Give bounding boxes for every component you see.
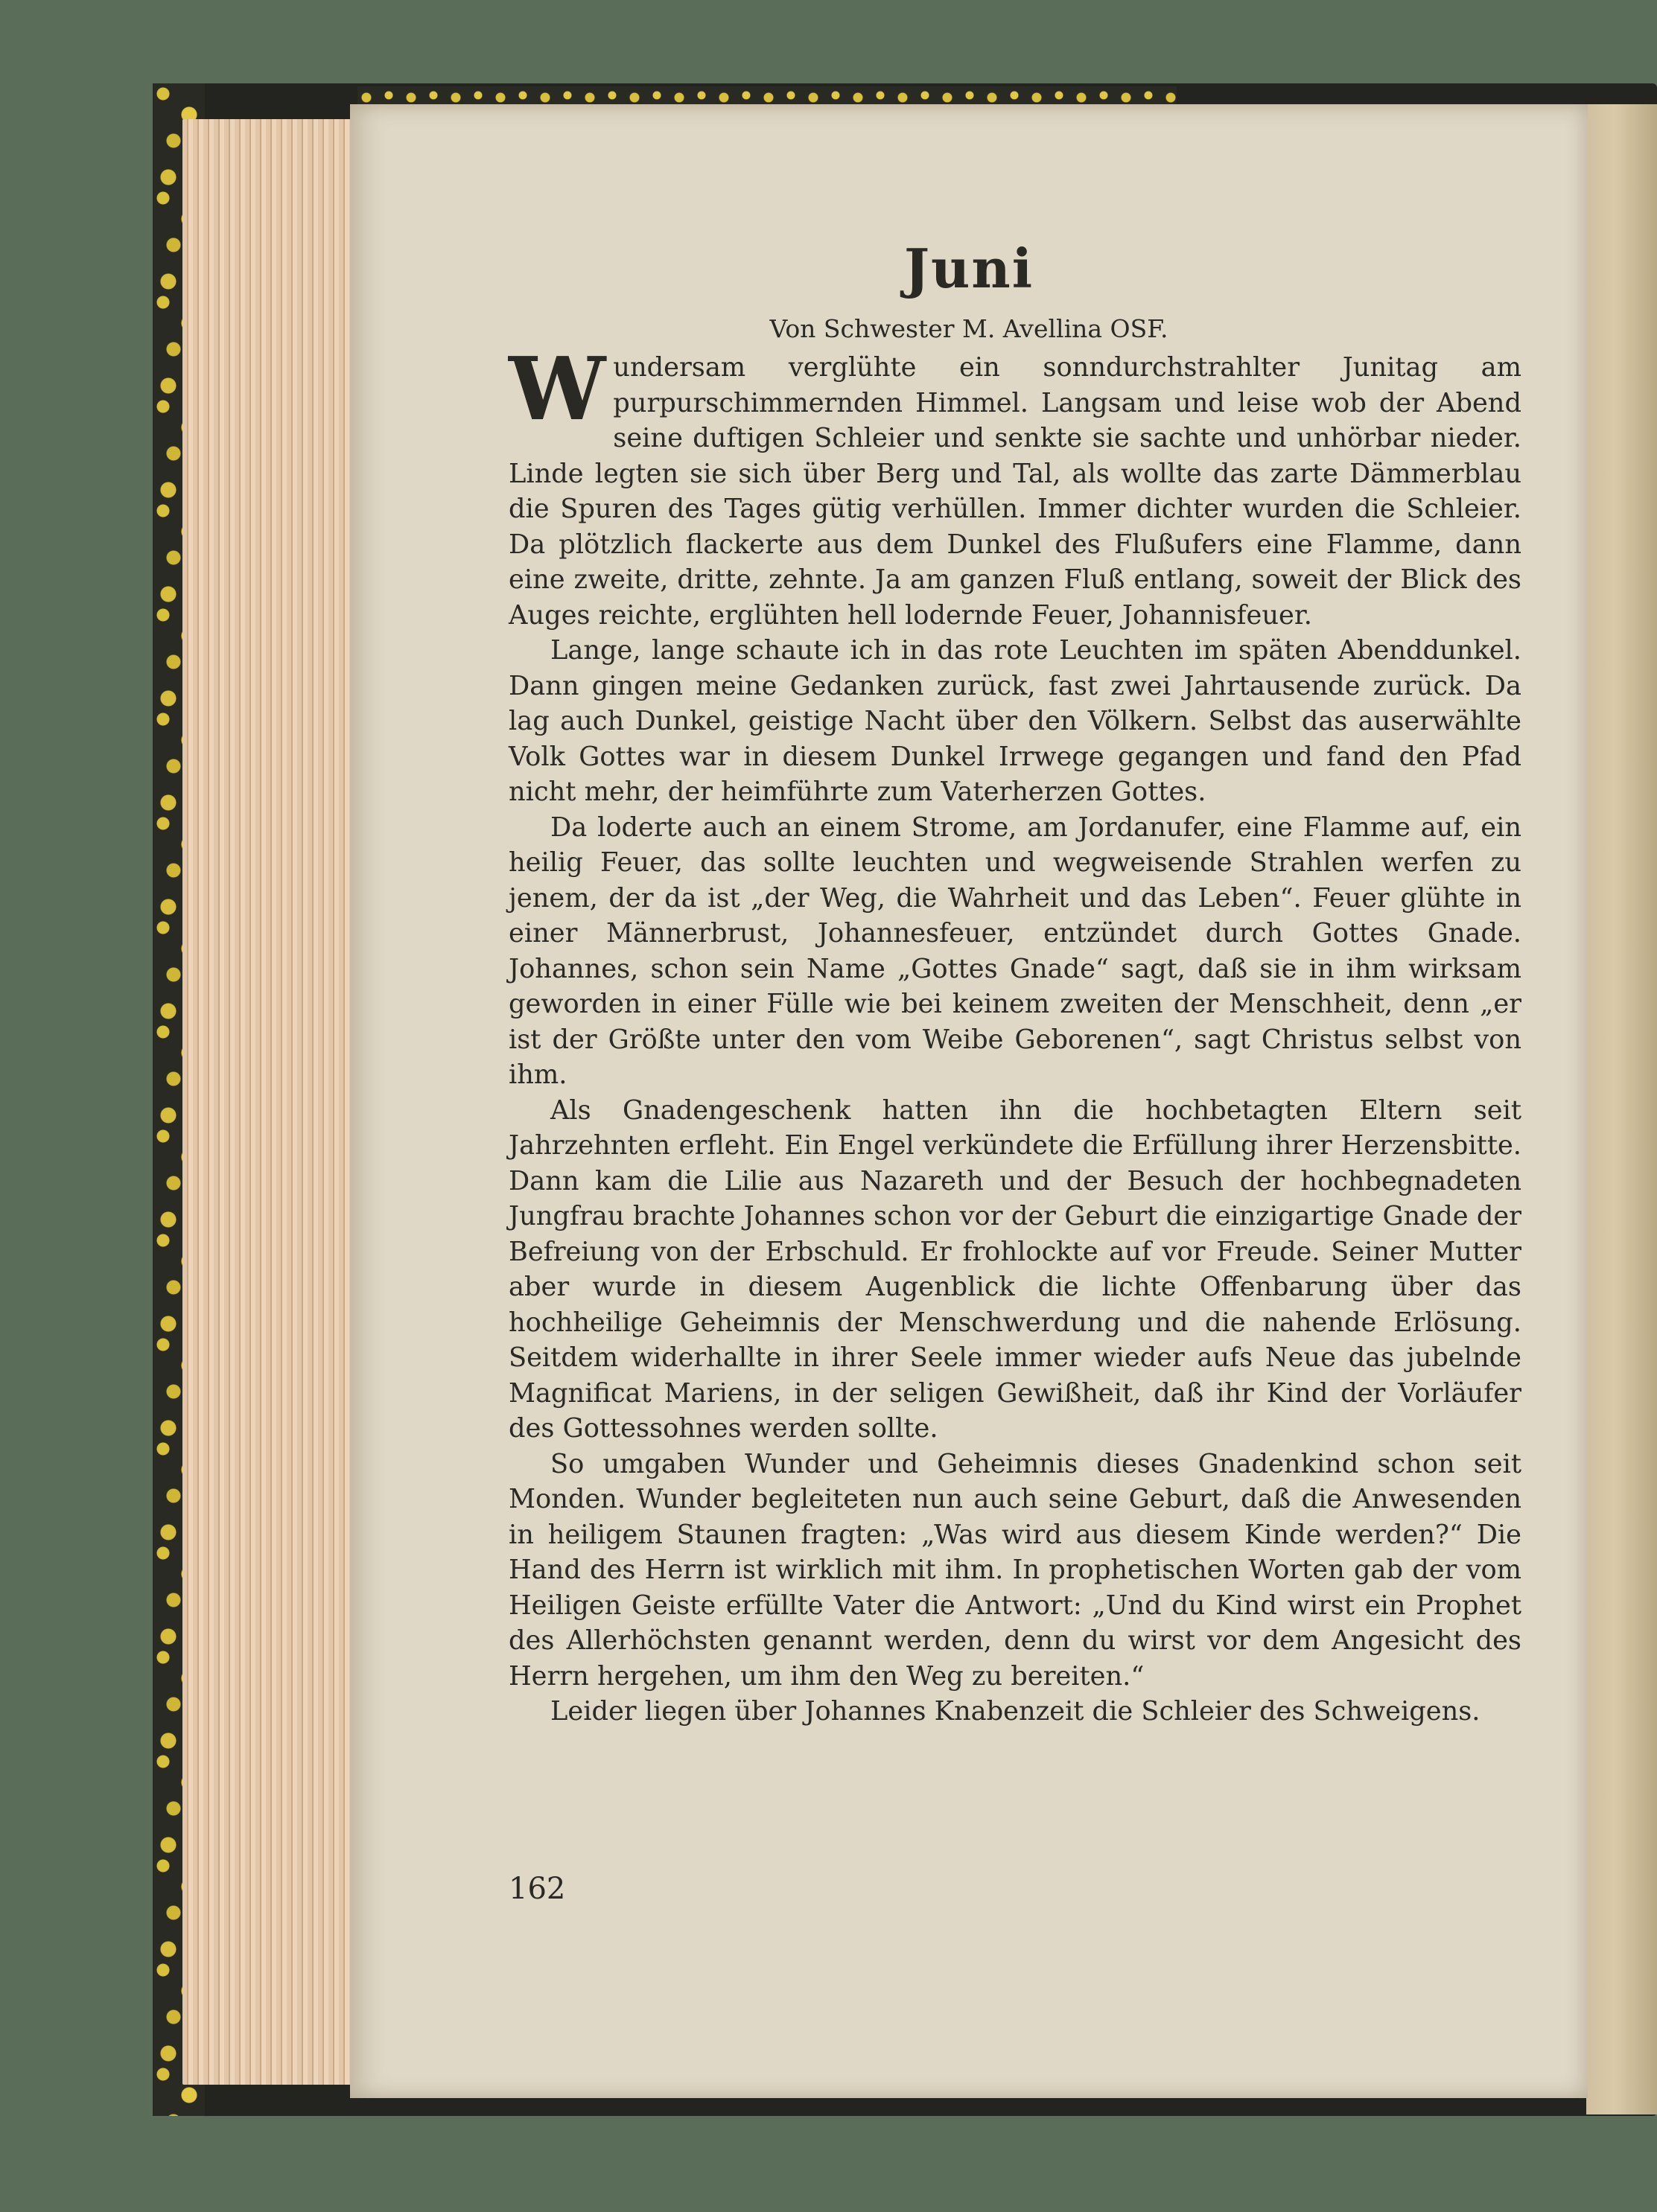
paragraph-4: Als Gnadengeschenk hatten ihn die hochbetagten Eltern seit Jahrzehnten erfleht. Ein Engel verkündete die Erfüllung ihrer Herzensbitte. Dann kam die Lilie aus Nazareth und der Besuch der hochbegnadeten Jungfrau brachte Johannes schon vor der Geburt die einzigartige Gnade der Befreiung von der Erbschuld. Er frohlockte auf vor Freude. Seiner Mutter aber wurde in diesem Augenblick die lichte Offenbarung über das hochheilige Geheimnis der Menschwerdung und die nahende Erlösung. Seitdem widerhallte in ihrer Seele immer wieder aufs Neue das jubelnde Magnificat Mariens, in der seligen Gewißheit, daß ihr Kind der Vorläufer des Gottessohnes werden sollte. [509,1094,1521,1444]
page-number: 162 [509,1872,566,1906]
author-line: Von Schwester M. Avellina OSF. [769,314,1168,343]
page-title: Juni [903,237,1034,300]
facing-page-edge [1586,104,1657,2114]
paragraph-2: Lange, lange schaute ich in das rote Leuchten im späten Abenddunkel. Dann gingen meine Gedanken zurück, fast zwei Jahrtausende zurück. Da lag auch Dunkel, geistige Nacht über den Völkern. Selbst das auserwählte Volk Gottes war in diesem Dunkel Irrwege gegangen und fand den Pfad nicht mehr, der heimführte zum Vaterherzen Gottes. [509,635,1521,807]
paragraph-1 [509,339,1521,633]
paragraph-5: So umgaben Wunder und Geheimnis dieses Gnadenkind schon seit Monden. Wunder begleiteten nun auch seine Geburt, daß die Anwesenden in heiligem Staunen fragten: „Was wird aus diesem Kinde werden?“ Die Hand des Herrn ist wirklich mit ihm. In prophetischen Worten gab der vom Heiligen Geiste erfüllte Vater die Antwort: „Und du Kind wirst ein Prophet des Allerhöchsten genannt werden, denn du wirst vor dem Angesicht des Herrn hergehen, um ihm den Weg zu bereiten.“ [509,1448,1521,1692]
drop-cap: W [509,339,606,440]
paragraph-6: Leider liegen über Johannes Knabenzeit die Schleier des Schweigens. [550,1696,1481,1727]
paragraph-3: Da loderte auch an einem Strome, am Jordanufer, eine Flamme auf, ein heilig Feuer, das sollte leuchten und wegweisende Strahlen werfen zu jenem, der da ist „der Weg, die Wahrheit und das Leben“. Feuer glühte in einer Männerbrust, Johannesfeuer, entzündet durch Gottes Gnade. Johannes, schon sein Name „Gottes Gnade“ sagt, daß sie in ihm wirksam geworden in einer Fülle wie bei keinem zweiten der Menschheit, denn „er ist der Größte unter den vom Weibe Geborenen“, sagt Christus selbst von ihm. [509,812,1521,1090]
paragraph-1-text: undersam verglühte ein sonndurchstrahlter Junitag am purpurschimmernden Himmel. Langsam und leise wob der Abend seine duftigen Schleier und senkte sie sachte und unhörbar nieder. Linde legten sie sich über Berg und Tal, als wollte das zarte Dämmerblau die Spuren des Tages gütig verhüllen. Immer dichter wurden die Schleier. Da plötzlich flackerte aus dem Dunkel des Flußufers eine Flamme, dann eine zweite, dritte, zehnte. Ja am ganzen Fluß entlang, soweit der Blick des Auges reichte, erglühten hell lodernde Feuer, Johannisfeuer. [509,352,1521,631]
page-edges [182,119,354,2085]
article-body [509,339,1521,1730]
